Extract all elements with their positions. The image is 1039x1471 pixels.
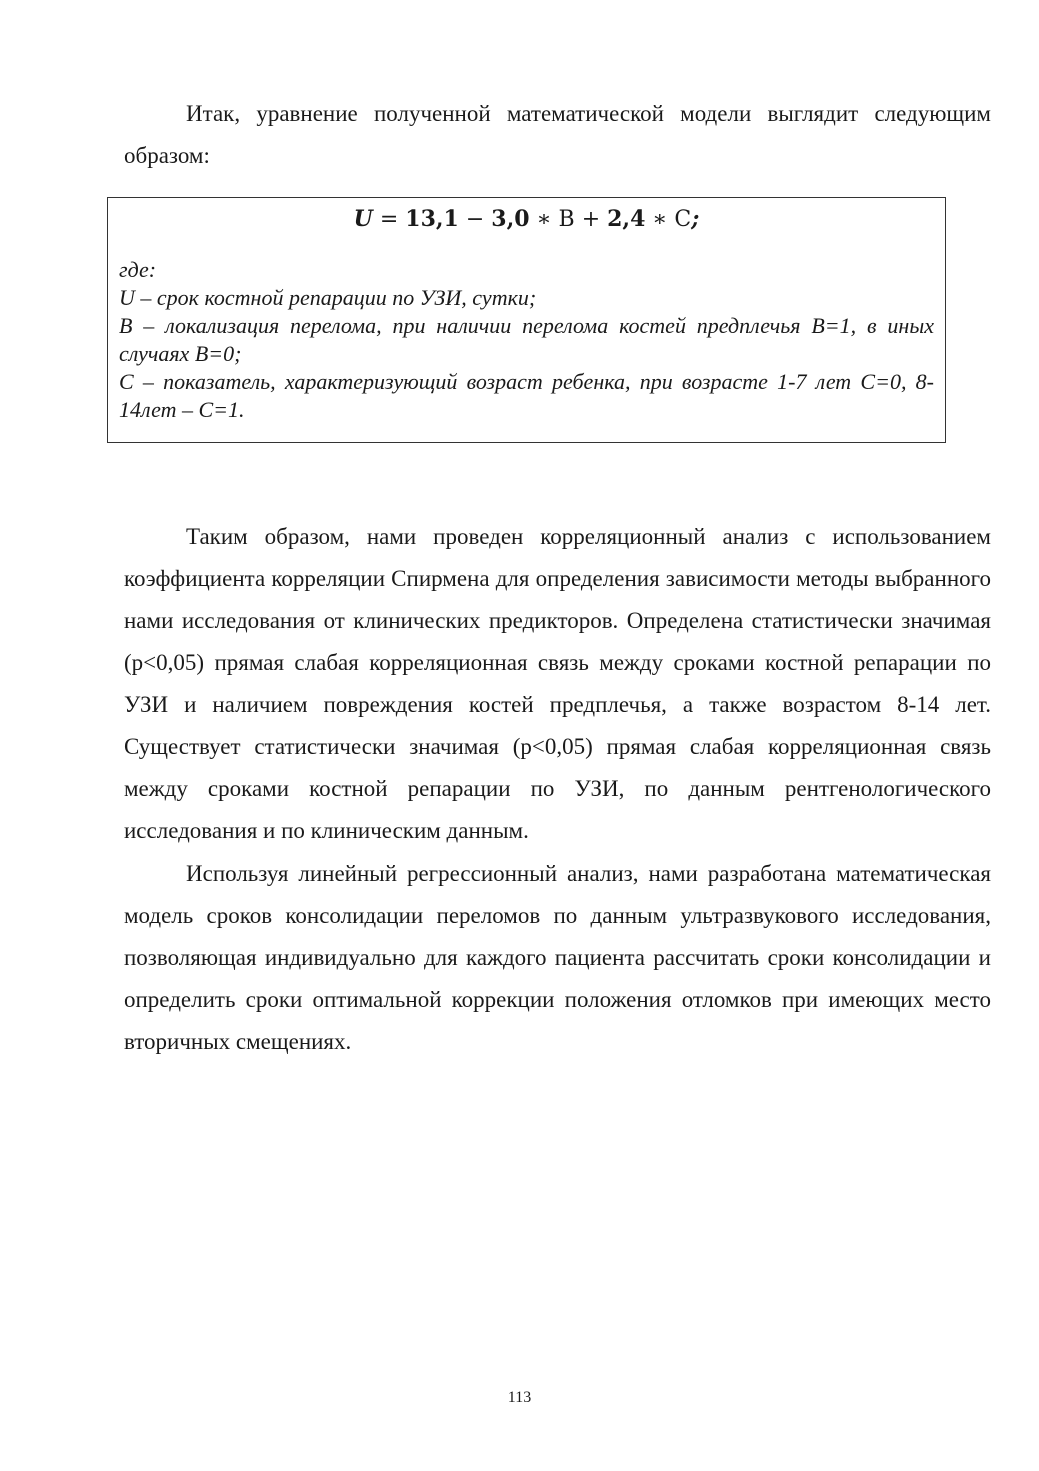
- equation-times-1: ∗: [529, 207, 559, 232]
- definition-where: где:: [119, 257, 157, 282]
- equation-equals: =: [372, 207, 406, 232]
- equation-minus: −: [458, 207, 492, 232]
- equation-coef-c: 2,4: [607, 206, 646, 232]
- equation-intercept: 13,1: [405, 206, 459, 232]
- definition-c: C – показатель, характеризующий возраст ребенка, при возрасте 1-7 лет C=0, 8-14лет – C=1.: [119, 369, 934, 422]
- equation-plus: +: [574, 207, 608, 232]
- regression-equation: [108, 206, 945, 232]
- page-number: 113: [507, 1389, 532, 1406]
- equation-var-c: C: [674, 207, 692, 232]
- equation-coef-b: 3,0: [491, 206, 530, 232]
- equation-var-b: B: [558, 207, 575, 232]
- intro-paragraph: Итак, уравнение полученной математической модели выглядит следующим образом:: [124, 101, 991, 168]
- equation-times-2: ∗: [645, 207, 675, 232]
- equation-semicolon: ;: [691, 206, 700, 232]
- formula-box: [107, 197, 946, 443]
- regression-paragraph: Используя линейный регрессионный анализ, нами разработана математическая модель сроков консолидации переломов по данным ультразвукового исследования, позволяющая индивидуально для каждого пациента рассчитать сроки консолидации и определить сроки оптимальной коррекции положения отломков при имеющих место вторичных смещениях.: [124, 861, 991, 1054]
- equation-lhs: U: [353, 206, 373, 232]
- equation-definitions: [119, 256, 934, 424]
- definition-u: U – срок костной репарации по УЗИ, сутки;: [119, 285, 537, 310]
- conclusion-paragraph: Таким образом, нами проведен корреляционный анализ с использованием коэффициента корреляции Спирмена для определения зависимости методы выбранного нами исследования от клинических предикторов. Определена статистически значимая (p<0,05) прямая слабая корреляционная связь между сроками костной репарации по УЗИ и наличием повреждения костей предплечья, а также возрастом 8-14 лет. Существует статистически значимая (p<0,05) прямая слабая корреляционная связь между сроками костной репарации по УЗИ, по данным рентгенологического исследования и по клиническим данным.: [124, 524, 991, 843]
- definition-b: B – локализация перелома, при наличии перелома костей предплечья B=1, в иных случаях B=0;: [119, 313, 934, 366]
